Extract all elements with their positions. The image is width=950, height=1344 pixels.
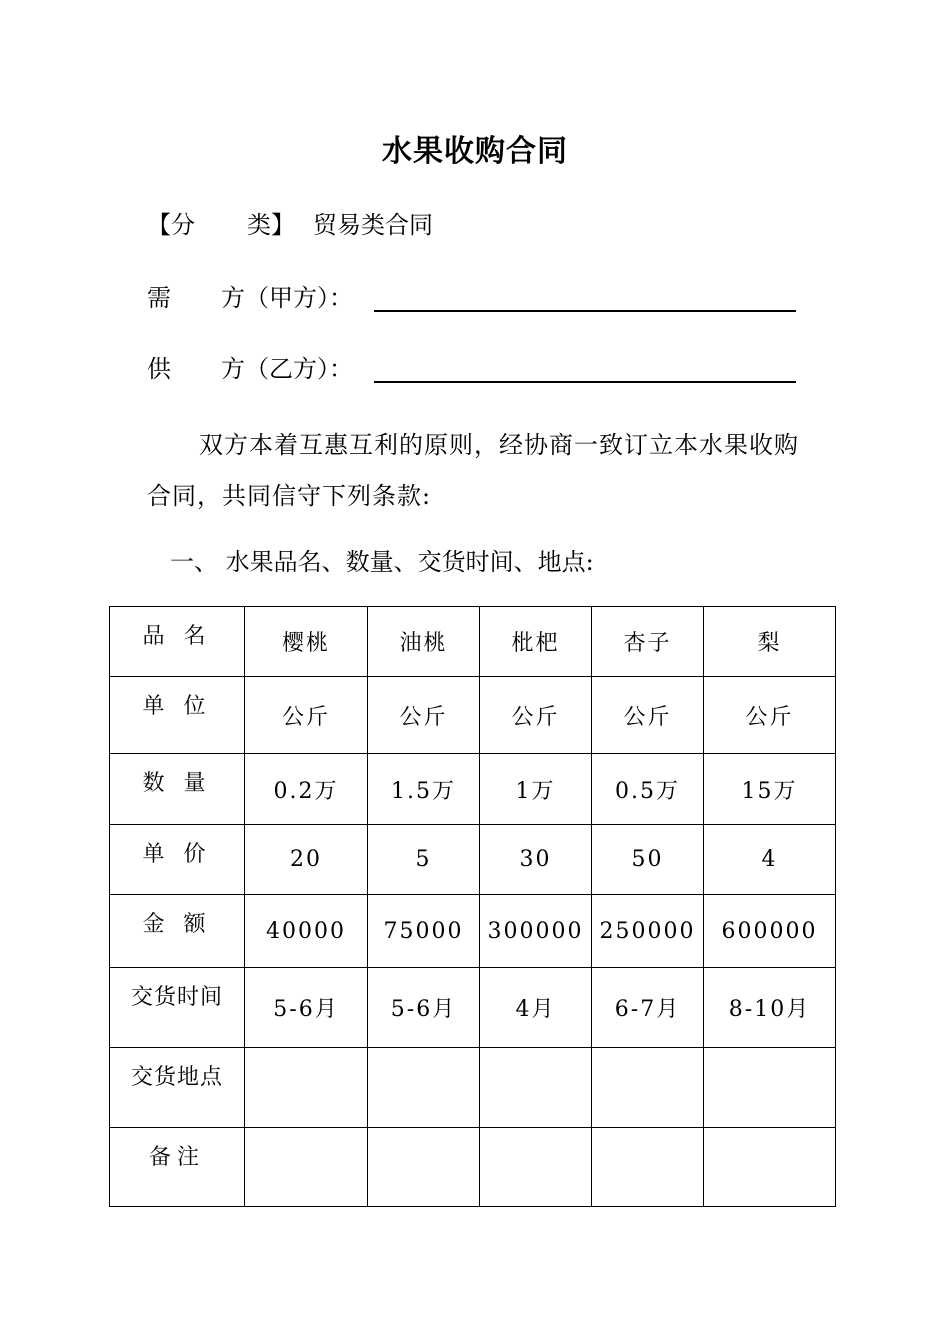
seller-line (147, 349, 353, 384)
table-cell: 50 (592, 825, 704, 895)
table-cell: 公斤 (480, 677, 592, 754)
table-cell (704, 1128, 836, 1207)
table-cell: 公斤 (245, 677, 368, 754)
buyer-label-b: 方（甲方）： (221, 284, 353, 312)
table-cell (480, 1048, 592, 1128)
table-cell (592, 1128, 704, 1207)
buyer-blank[interactable] (374, 310, 796, 312)
table-cell: 5-6月 (368, 968, 480, 1048)
table-cell (592, 1048, 704, 1128)
table-row-unit (110, 677, 836, 754)
table-cell: 6-7月 (592, 968, 704, 1048)
table-cell: 1.5万 (368, 754, 480, 825)
table-cell: 40000 (245, 895, 368, 968)
buyer-line (147, 278, 353, 313)
table-cell: 30 (480, 825, 592, 895)
seller-label-a: 供 (147, 355, 171, 383)
row-header-amount: 金 额 (110, 895, 245, 968)
table-cell: 300000 (480, 895, 592, 968)
table-cell: 樱桃 (245, 607, 368, 677)
table-cell: 75000 (368, 895, 480, 968)
table-row-delivery-time (110, 968, 836, 1048)
table-cell (368, 1128, 480, 1207)
seller-label-b: 方（乙方）： (221, 355, 353, 383)
row-header-name: 品 名 (110, 607, 245, 677)
table-row-amount (110, 895, 836, 968)
section-heading: 一、 水果品名、数量、交货时间、地点: (170, 548, 594, 576)
table-cell: 油桃 (368, 607, 480, 677)
table-cell (480, 1128, 592, 1207)
intro-paragraph: 双方本着互惠互利的原则，经协商一致订立本水果收购合同，共同信守下列条款: (147, 431, 799, 510)
fruit-table-body (110, 607, 836, 1207)
category-value: 贸易类合同 (313, 211, 433, 239)
row-header-price: 单 价 (110, 825, 245, 895)
buyer-label-a: 需 (147, 284, 171, 312)
table-row-quantity (110, 754, 836, 825)
table-cell: 4 (704, 825, 836, 895)
table-cell: 公斤 (704, 677, 836, 754)
table-cell: 600000 (704, 895, 836, 968)
row-header-remarks: 备注 (110, 1128, 245, 1207)
table-cell: 20 (245, 825, 368, 895)
table-row-delivery-place (110, 1048, 836, 1128)
table-cell: 250000 (592, 895, 704, 968)
document-title: 水果收购合同 (382, 134, 568, 169)
table-row-name (110, 607, 836, 677)
table-row-remarks (110, 1128, 836, 1207)
category-label-open: 【分 (147, 211, 195, 239)
table-cell: 1万 (480, 754, 592, 825)
table-cell (245, 1128, 368, 1207)
table-cell: 5 (368, 825, 480, 895)
fruit-table (109, 606, 836, 1207)
table-cell: 15万 (704, 754, 836, 825)
table-cell: 公斤 (592, 677, 704, 754)
row-header-quantity: 数 量 (110, 754, 245, 825)
row-header-delivery-place: 交货地点 (110, 1048, 245, 1128)
table-cell: 4月 (480, 968, 592, 1048)
seller-blank[interactable] (374, 381, 796, 383)
table-row-price (110, 825, 836, 895)
row-header-unit: 单 位 (110, 677, 245, 754)
row-header-delivery-time: 交货时间 (110, 968, 245, 1048)
table-cell (245, 1048, 368, 1128)
table-cell: 枇杷 (480, 607, 592, 677)
table-cell (368, 1048, 480, 1128)
table-cell (704, 1048, 836, 1128)
table-cell: 梨 (704, 607, 836, 677)
category-label-close: 类】 (247, 211, 295, 239)
category-line (147, 205, 433, 240)
table-cell: 杏子 (592, 607, 704, 677)
table-cell: 0.5万 (592, 754, 704, 825)
table-cell: 5-6月 (245, 968, 368, 1048)
table-cell: 8-10月 (704, 968, 836, 1048)
table-cell: 公斤 (368, 677, 480, 754)
table-cell: 0.2万 (245, 754, 368, 825)
